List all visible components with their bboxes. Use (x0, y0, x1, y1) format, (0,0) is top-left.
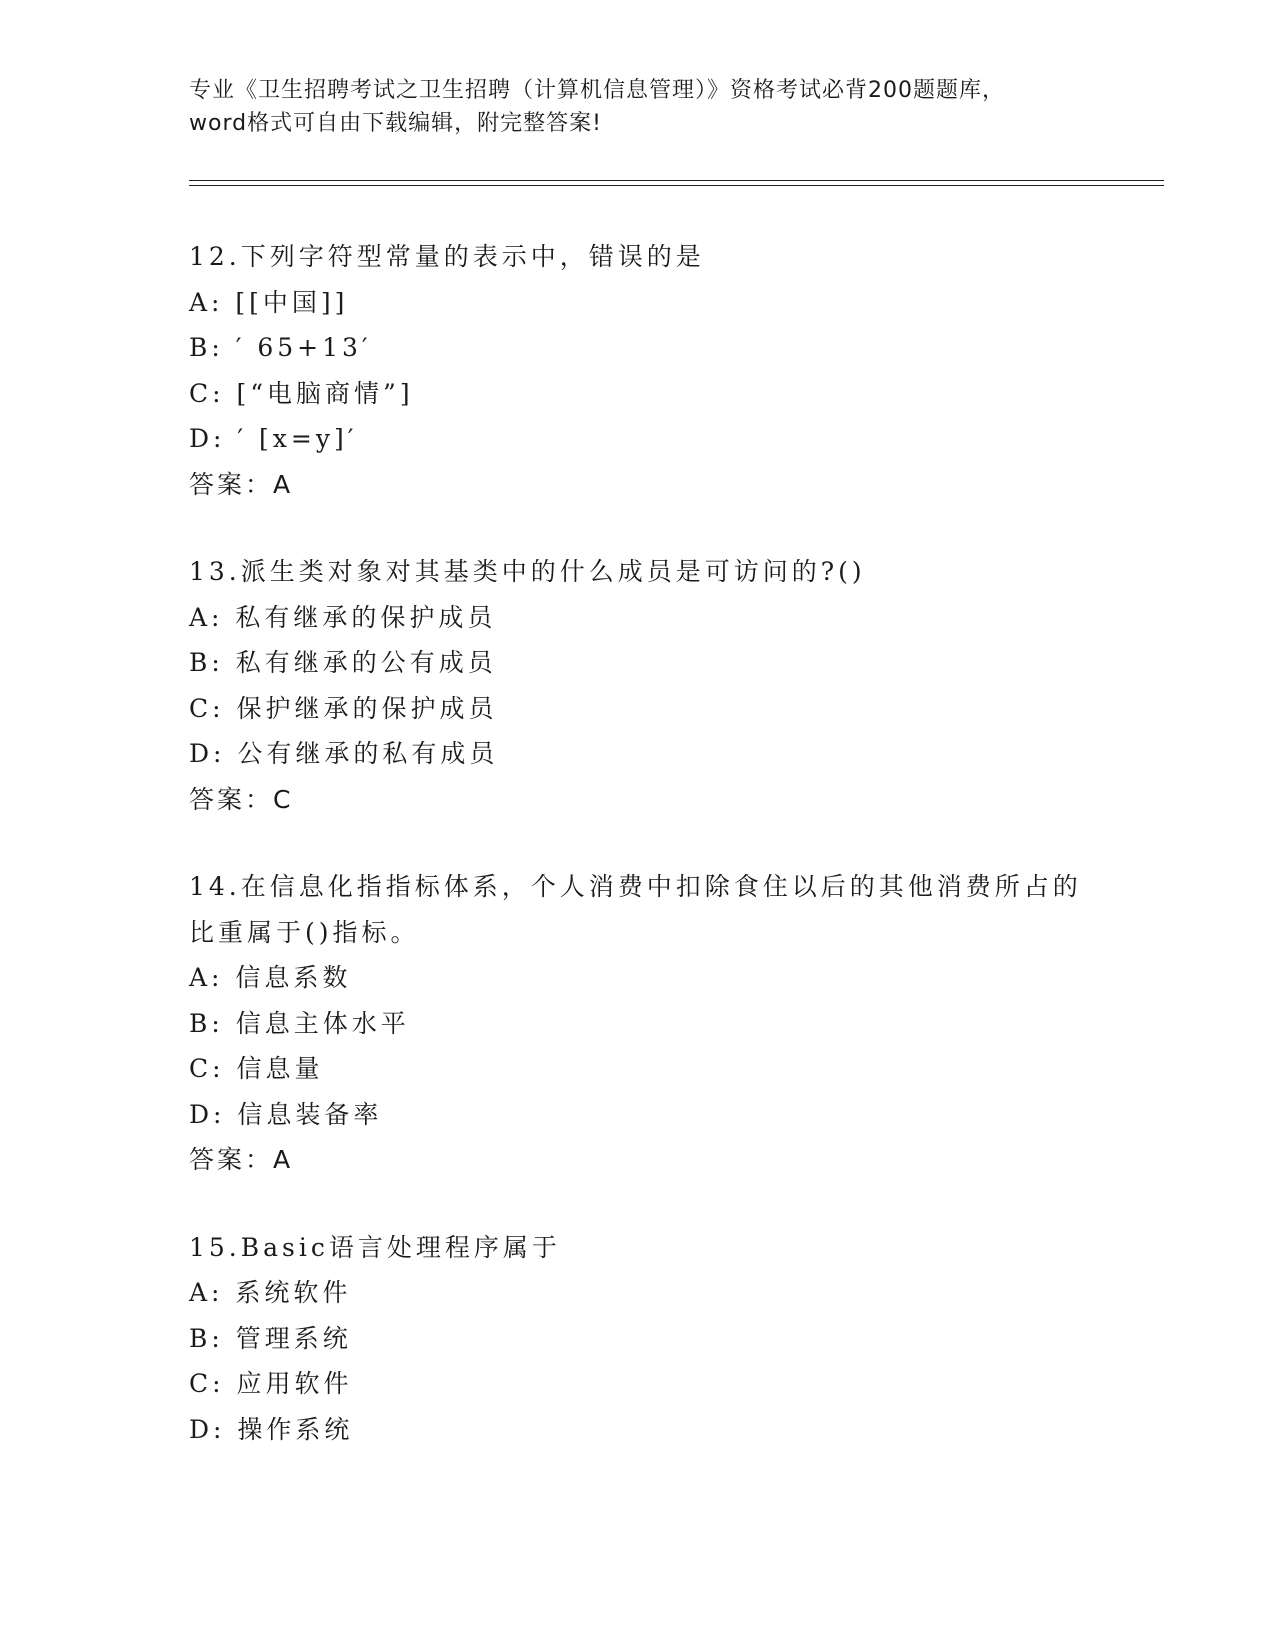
option-b: B: ′ 65+13′ (189, 333, 372, 362)
header-divider-bottom (189, 185, 1164, 186)
header-title-line-2: word格式可自由下载编辑，附完整答案! (189, 111, 602, 136)
option-b: B: 信息主体水平 (189, 1008, 410, 1038)
question-12 (189, 234, 1089, 507)
option-d: D: 公有继承的私有成员 (189, 739, 499, 768)
header-divider-top (189, 180, 1164, 181)
question-13 (189, 549, 1089, 822)
option-a: A: 系统软件 (189, 1278, 352, 1307)
answer-line: 答案：A (189, 469, 294, 499)
option-d: D: 信息装备率 (189, 1099, 383, 1129)
option-c: C: 应用软件 (189, 1369, 353, 1398)
option-b: B: 管理系统 (189, 1323, 352, 1353)
option-b: B: 私有继承的公有成员 (189, 648, 497, 677)
question-stem: 15.Basic语言处理程序属于 (189, 1232, 561, 1262)
question-list (189, 234, 1089, 1494)
option-a: A: 信息系数 (189, 963, 352, 992)
option-c: C: [“电脑商情”] (189, 378, 414, 408)
question-14 (189, 864, 1089, 1183)
question-stem: 14.在信息化指指标体系，个人消费中扣除食住以后的其他消费所占的比重属于()指标。 (189, 872, 1082, 947)
question-stem: 13.派生类对象对其基类中的什么成员是可访问的?() (189, 557, 866, 586)
option-d: D: 操作系统 (189, 1414, 354, 1444)
answer-line: 答案：C (189, 784, 294, 814)
option-c: C: 信息量 (189, 1054, 324, 1083)
answer-line: 答案：A (189, 1145, 294, 1174)
document-header (189, 74, 1089, 140)
option-d: D: ′ [x=y]′ (189, 424, 358, 453)
question-15 (189, 1225, 1089, 1453)
question-stem: 12.下列字符型常量的表示中，错误的是 (189, 242, 705, 271)
option-c: C: 保护继承的保护成员 (189, 693, 498, 723)
option-a: A: [[中国]] (189, 287, 349, 317)
header-title-line-1: 专业《卫生招聘考试之卫生招聘（计算机信息管理）》资格考试必背200题题库， (189, 78, 1005, 103)
option-a: A: 私有继承的保护成员 (189, 602, 497, 632)
